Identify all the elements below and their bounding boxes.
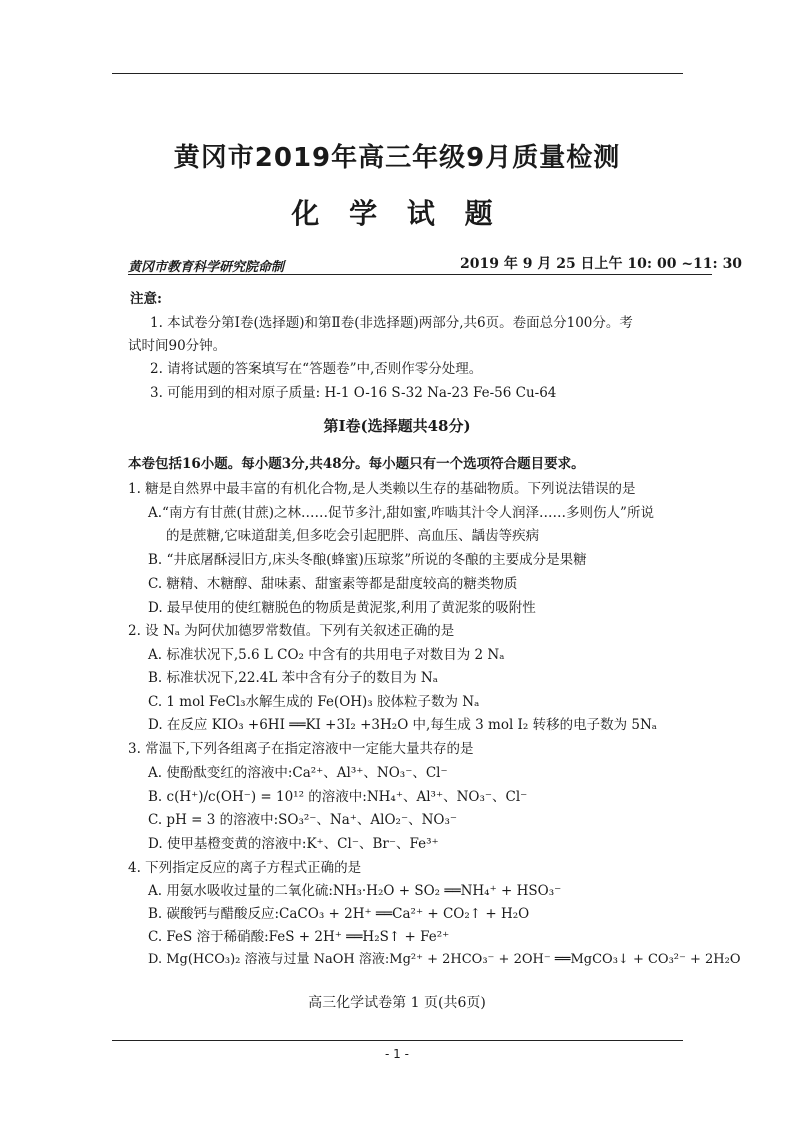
q1-option-b: B. “井底屠酥浸旧方,床头冬酿(蜂蜜)压琼浆”所说的冬酿的主要成分是果糖 (148, 552, 587, 568)
q3-option-c: C. pH = 3 的溶液中:SO₃²⁻、Na⁺、AlO₂⁻、NO₃⁻ (148, 812, 458, 828)
note-3: 3. 可能用到的相对原子质量: H-1 O-16 S-32 Na-23 Fe-56 Cu-64 (150, 385, 557, 401)
section-instructions: 本卷包括16小题。每小题3分,共48分。每小题只有一个选项符合题目要求。 (128, 456, 585, 472)
q2-option-d: D. 在反应 KIO₃ +6HI ══KI +3I₂ +3H₂O 中,每生成 3 mol I₂ 转移的电子数为 5Nₐ (148, 717, 657, 733)
question-2: 2. 设 Nₐ 为阿伏加德罗常数值。下列有关叙述正确的是 (128, 623, 455, 639)
note-1b: 试时间90分钟。 (128, 338, 227, 354)
question-4: 4. 下列指定反应的离子方程式正确的是 (128, 860, 362, 876)
question-1: 1. 糖是自然界中最丰富的有机化合物,是人类赖以生存的基础物质。下列说法错误的是 (128, 481, 636, 497)
q4-option-b: B. 碳酸钙与醋酸反应:CaCO₃ + 2H⁺ ══Ca²⁺ + CO₂↑ + H₂O (148, 906, 530, 922)
note-1a: 1. 本试卷分第Ⅰ卷(选择题)和第Ⅱ卷(非选择题)两部分,共6页。卷面总分100分。考 (150, 315, 633, 331)
q4-option-d: D. Mg(HCO₃)₂ 溶液与过量 NaOH 溶液:Mg²⁺ + 2HCO₃⁻ + 2OH⁻ ══MgCO₃↓ + CO₃²⁻ + 2H₂O (148, 952, 741, 967)
section-title: 第Ⅰ卷(选择题共48分) (323, 417, 471, 435)
bottom-rule (112, 1040, 683, 1041)
note-2: 2. 请将试题的答案填写在“答题卷”中,否则作零分处理。 (150, 361, 483, 377)
q3-option-a: A. 使酚酞变红的溶液中:Ca²⁺、Al³⁺、NO₃⁻、Cl⁻ (148, 765, 448, 781)
q2-option-b: B. 标准状况下,22.4L 苯中含有分子的数目为 Nₐ (148, 670, 438, 686)
exam-time: 2019 年 9 月 25 日上午 10: 00 ~11: 30 (460, 256, 743, 272)
footer-page-info: 高三化学试卷第 1 页(共6页) (308, 995, 486, 1011)
q2-option-a: A. 标准状况下,5.6 L CO₂ 中含有的共用电子对数目为 2 Nₐ (148, 647, 505, 663)
notes-heading: 注意: (130, 291, 162, 307)
publisher: 黄冈市教育科学研究院命制 (128, 260, 285, 275)
q4-option-a: A. 用氨水吸收过量的二氧化硫:NH₃·H₂O + SO₂ ══NH₄⁺ + HSO₃⁻ (148, 883, 562, 899)
q1-option-a1: A.“南方有甘蔗(甘蔗)之林……促节多汁,甜如蜜,咋啮其汁令人润泽……多则伤人”所说 (148, 505, 654, 521)
q1-option-a2: 的是蔗糖,它味道甜美,但多吃会引起肥胖、高血压、龋齿等疾病 (166, 528, 540, 544)
q2-option-c: C. 1 mol FeCl₃水解生成的 Fe(OH)₃ 胶体粒子数为 Nₐ (148, 694, 480, 710)
page-number: - 1 - (385, 1047, 409, 1061)
q1-option-c: C. 糖精、木糖醇、甜味素、甜蜜素等都是甜度较高的糖类物质 (148, 576, 518, 592)
q4-option-c: C. FeS 溶于稀硝酸:FeS + 2H⁺ ══H₂S↑ + Fe²⁺ (148, 929, 450, 945)
question-3: 3. 常温下,下列各组离子在指定溶液中一定能大量共存的是 (128, 741, 474, 757)
top-rule (112, 73, 683, 74)
q3-option-b: B. c(H⁺)/c(OH⁻) = 10¹² 的溶液中:NH₄⁺、Al³⁺、NO₃⁻、Cl⁻ (148, 789, 528, 805)
page-title: 黄冈市2019年高三年级9月质量检测 (173, 143, 621, 173)
q3-option-d: D. 使甲基橙变黄的溶液中:K⁺、Cl⁻、Br⁻、Fe³⁺ (148, 836, 439, 852)
header-rule (128, 274, 712, 275)
page-subtitle: 化 学 试 题 (291, 197, 503, 230)
q1-option-d: D. 最早使用的使红糖脱色的物质是黄泥浆,利用了黄泥浆的吸附性 (148, 600, 536, 616)
